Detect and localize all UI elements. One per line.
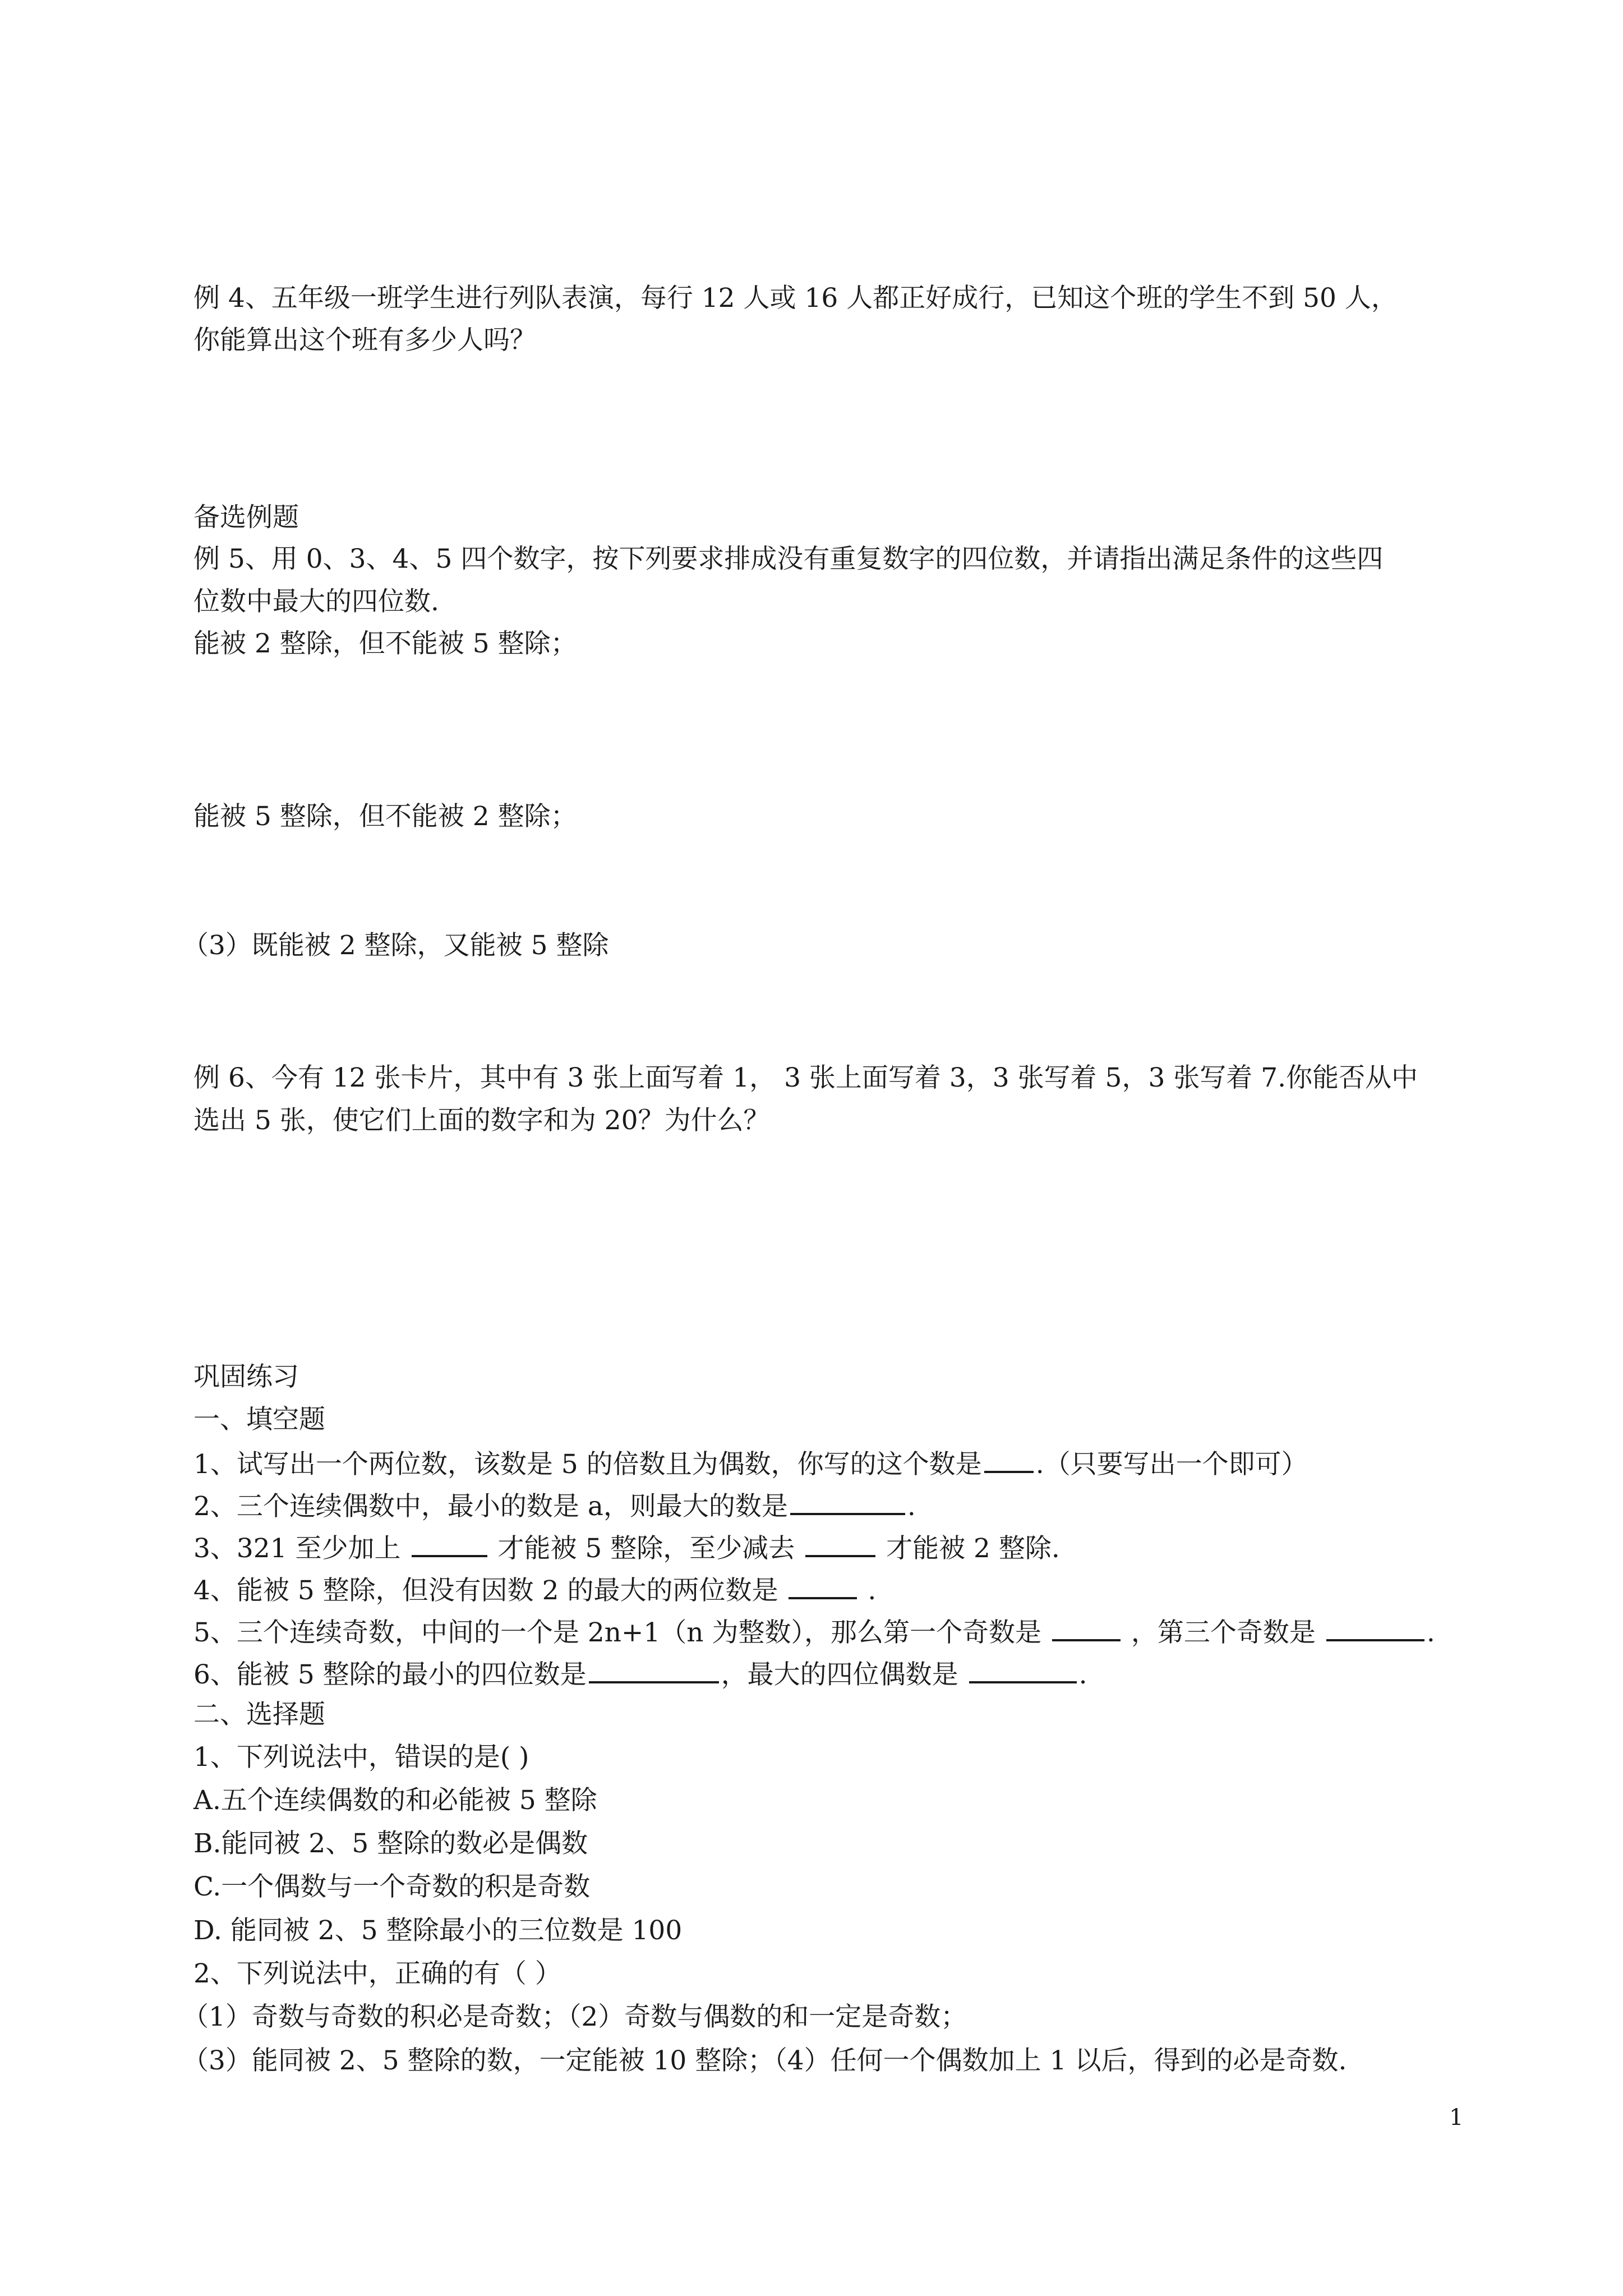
q1-text-b: .（只要写出一个即可） <box>1035 1449 1308 1480</box>
q4-text-a: 4、能被 5 整除，但没有因数 2 的最大的两位数是 <box>193 1575 787 1606</box>
fill-question-2 <box>193 1487 916 1524</box>
q2-text-a: 2、三个连续偶数中，最小的数是 a，则最大的数是 <box>193 1491 788 1522</box>
example5-line1: 例 5、用 0、3、4、5 四个数字，按下列要求排成没有重复数字的四位数，并请指出满足条件的这些四 <box>193 544 1384 574</box>
q3-answer-blank-1[interactable] <box>412 1529 487 1557</box>
choice-1-option-d: D. 能同被 2、5 整除最小的三位数是 100 <box>193 1915 683 1946</box>
q5-answer-blank-1[interactable] <box>1052 1613 1121 1641</box>
q6-text-b: ，最大的四位偶数是 <box>721 1659 967 1690</box>
choice-1-option-a: A.五个连续偶数的和必能被 5 整除 <box>193 1785 597 1816</box>
q6-text-c: . <box>1078 1659 1087 1690</box>
choice-1-option-c: C.一个偶数与一个奇数的积是奇数 <box>193 1871 591 1902</box>
q5-text-b: ，第三个奇数是 <box>1122 1617 1324 1648</box>
fill-question-6 <box>193 1655 1087 1692</box>
choice-2-statements-2: （3）能同被 2、5 整除的数，一定能被 10 整除；（4）任何一个偶数加上 1 以后，得到的必是奇数. <box>182 2045 1347 2076</box>
choice-1-option-b: B.能同被 2、5 整除的数必是偶数 <box>193 1828 588 1859</box>
q5-text-c: . <box>1426 1617 1435 1648</box>
q4-text-b: . <box>859 1575 877 1606</box>
q1-answer-blank[interactable] <box>984 1445 1034 1473</box>
page-number: 1 <box>1449 2105 1464 2131</box>
q2-text-b: . <box>907 1491 916 1522</box>
example5-part2: 能被 5 整除，但不能被 2 整除； <box>193 801 577 832</box>
fill-question-5 <box>193 1613 1435 1650</box>
choice-question-1: 1、下列说法中，错误的是( ) <box>193 1742 529 1773</box>
example5-part3: （3）既能被 2 整除，又能被 5 整除 <box>182 930 609 961</box>
q6-answer-blank-2[interactable] <box>969 1655 1077 1683</box>
example5-part1: 能被 2 整除，但不能被 5 整除； <box>193 628 577 659</box>
choice-2-statements-1: （1）奇数与奇数的积必是奇数；（2）奇数与偶数的和一定是奇数； <box>182 2001 967 2032</box>
q6-text-a: 6、能被 5 整除的最小的四位数是 <box>193 1659 587 1690</box>
example4-line2: 你能算出这个班有多少人吗？ <box>193 325 536 356</box>
q5-answer-blank-2[interactable] <box>1326 1613 1424 1641</box>
q2-answer-blank[interactable] <box>790 1487 905 1515</box>
example4-line1: 例 4、五年级一班学生进行列队表演，每行 12 人或 16 人都正好成行，已知这个班的学生不到 50 人， <box>193 283 1398 314</box>
fill-blank-heading: 一、填空题 <box>193 1404 325 1435</box>
example6-line1: 例 6、今有 12 张卡片，其中有 3 张上面写着 1， 3 张上面写着 3，3 张写着 5，3 张写着 7.你能否从中 <box>193 1062 1418 1093</box>
q1-text-a: 1、试写出一个两位数，该数是 5 的倍数且为偶数，你写的这个数是 <box>193 1449 982 1480</box>
q5-text-a: 5、三个连续奇数，中间的一个是 2n+1（n 为整数），那么第一个奇数是 <box>193 1617 1050 1648</box>
fill-question-1 <box>193 1445 1308 1481</box>
q4-answer-blank[interactable] <box>789 1571 857 1599</box>
fill-question-3 <box>193 1529 1060 1566</box>
q3-text-b: 才能被 5 整除，至少减去 <box>489 1533 804 1564</box>
q6-answer-blank-1[interactable] <box>589 1655 719 1683</box>
example6-line2: 选出 5 张，使它们上面的数字和为 20？为什么？ <box>193 1105 770 1136</box>
q3-answer-blank-2[interactable] <box>805 1529 875 1557</box>
fill-question-4 <box>193 1571 876 1608</box>
choice-heading: 二、选择题 <box>193 1699 325 1730</box>
choice-question-2: 2、下列说法中，正确的有（ ） <box>193 1958 561 1989</box>
practice-heading: 巩固练习 <box>193 1361 299 1392</box>
optional-examples-heading: 备选例题 <box>193 502 299 533</box>
example5-line2: 位数中最大的四位数. <box>193 586 439 617</box>
q3-text-a: 3、321 至少加上 <box>193 1533 409 1564</box>
q3-text-c: 才能被 2 整除. <box>878 1533 1060 1564</box>
